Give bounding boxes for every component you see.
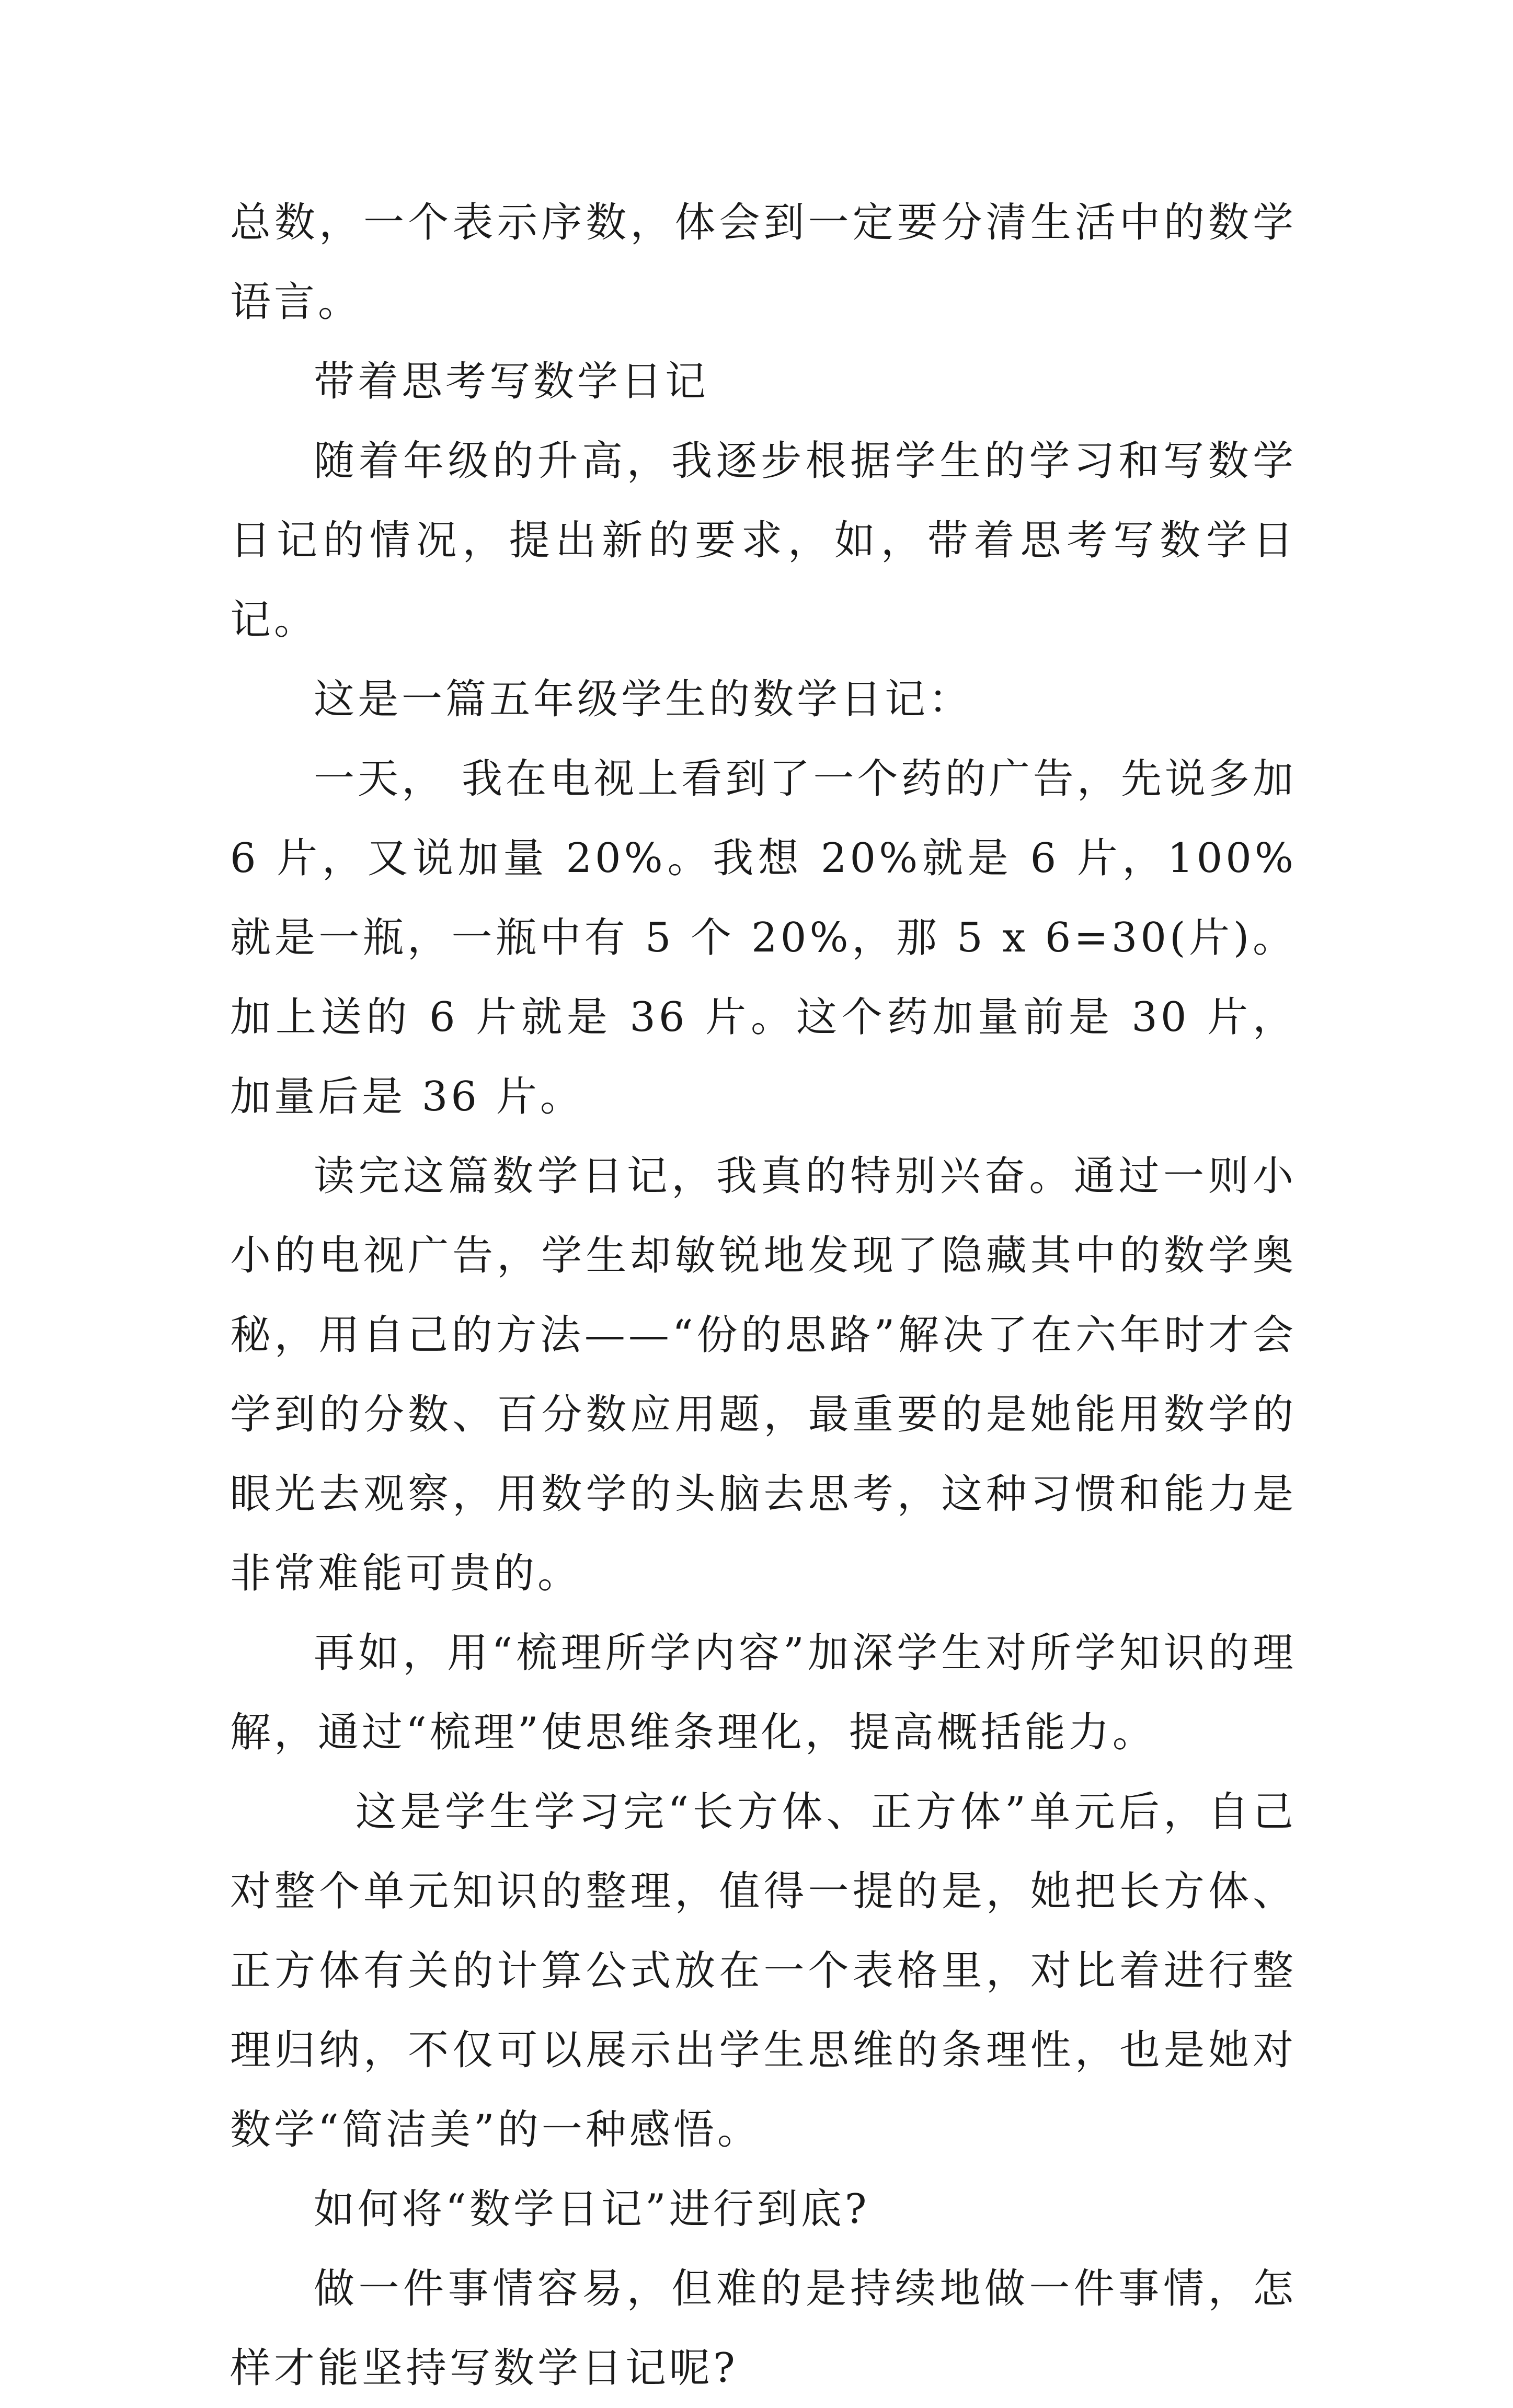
diary-excerpt: 一天， 我在电视上看到了一个药的广告，先说多加 6 片，又说加量 20%。我想 20%就是 6 片，100%就是一瓶，一瓶中有 5 个 20%，那 5 x 6=30(片)。加上送的 6 片就是 36 片。这个药加量前是 30 片，加量后是 36 片。 [230, 755, 1297, 1120]
document-body [230, 183, 1297, 2408]
paragraph-continuation: 总数，一个表示序数，体会到一定要分清生活中的数学语言。 [230, 199, 1297, 326]
paragraph: 随着年级的升高，我逐步根据学生的学习和写数学日记的情况，提出新的要求，如，带着思考写数学日记。 [230, 438, 1297, 644]
paragraph: 再如，用“梳理所学内容”加深学生对所学知识的理解，通过“梳理”使思维条理化，提高概括能力。 [230, 1630, 1297, 1756]
paragraph: 这是学生学习完“长方体、正方体”单元后，自己对整个单元知识的整理，值得一提的是，她把长方体、正方体有关的计算公式放在一个表格里，对比着进行整理归纳，不仅可以展示出学生思维的条理性，也是她对数学“简洁美”的一种感悟。 [230, 1788, 1297, 2153]
section-heading-persistence: 如何将“数学日记”进行到底? [314, 2186, 870, 2233]
paragraph: 读完这篇数学日记，我真的特别兴奋。通过一则小小的电视广告，学生却敏锐地发现了隐藏其中的数学奥秘，用自己的方法——“份的思路”解决了在六年时才会学到的分数、百分数应用题，最重要的是她能用数学的眼光去观察，用数学的头脑去思考，这种习惯和能力是非常难能可贵的。 [230, 1153, 1297, 1597]
section-heading-thinking-diary: 带着思考写数学日记 [314, 358, 709, 405]
paragraph: 做一件事情容易，但难的是持续地做一件事情，怎样才能坚持写数学日记呢? [230, 2265, 1297, 2392]
paragraph: 这是一篇五年级学生的数学日记： [314, 676, 973, 723]
